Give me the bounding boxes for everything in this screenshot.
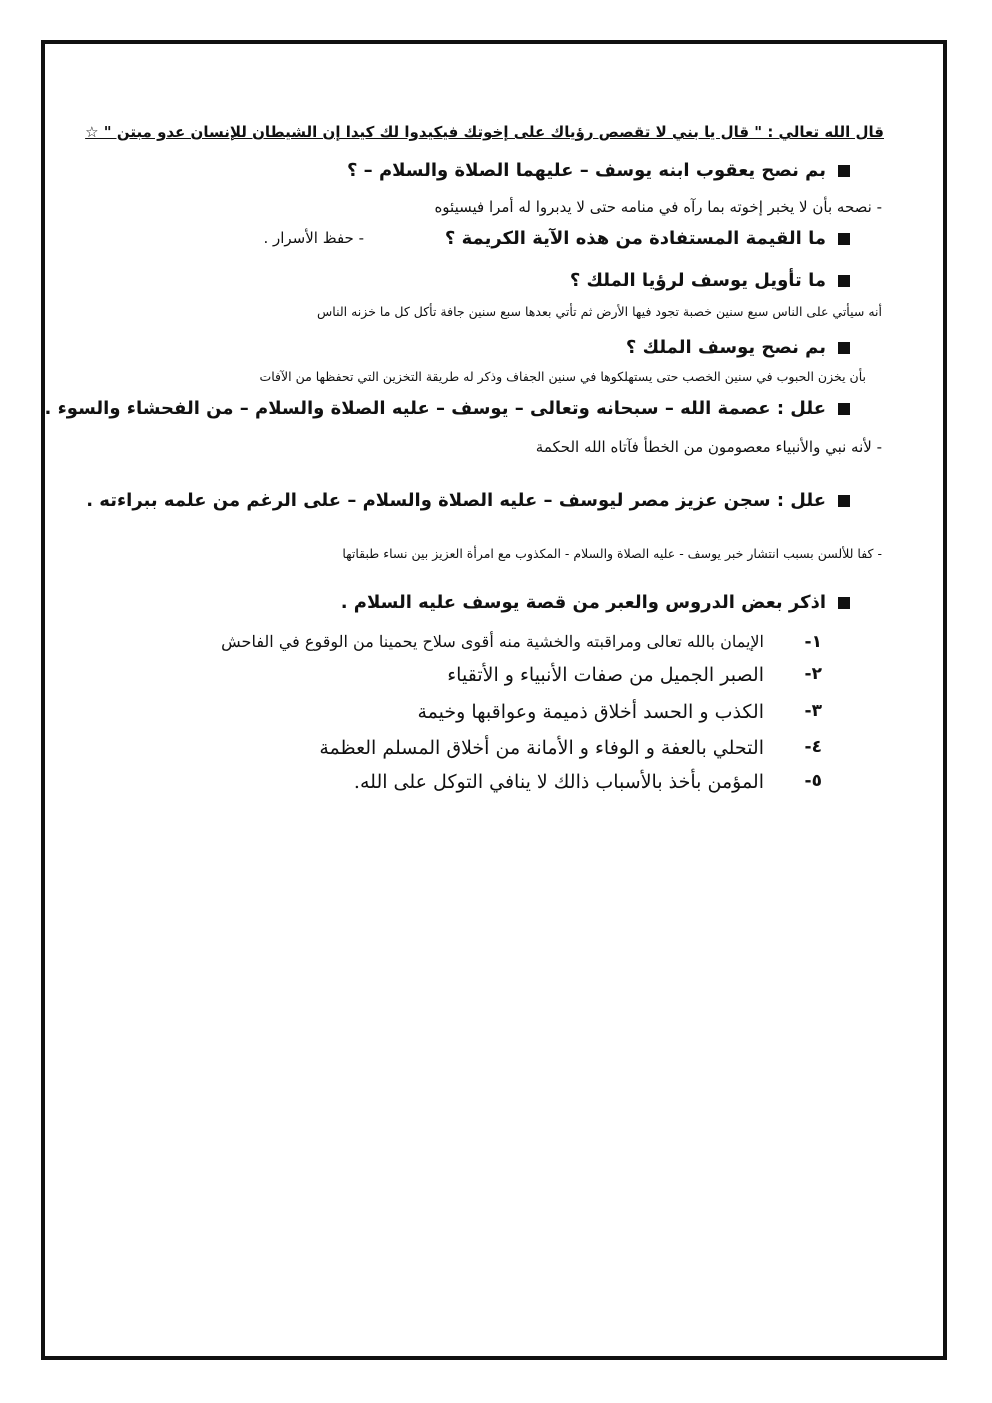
answer-4: بأن يخزن الحبوب في سنين الخصب حتى يستهلكوها في سنين الجفاف وذكر له طريقة التخزين التي تحفظها من الآفات bbox=[259, 369, 866, 384]
answer-5: - لأنه نبي والأنبياء معصومون من الخطأ فآتاه الله الحكمة bbox=[535, 438, 882, 456]
lesson-text: الصبر الجميل من صفات الأنبياء و الأتقياء bbox=[447, 664, 764, 686]
lesson-number: ٤- bbox=[804, 737, 822, 757]
answer-6: - كفا للألسن بسبب انتشار خبر يوسف - عليه الصلاة والسلام - المكذوب مع امرأة العزيز بين نساء طبقاتها bbox=[342, 546, 882, 561]
question-2-text: ما القيمة المستفادة من هذه الآية الكريمة ؟ bbox=[444, 228, 826, 249]
answer-3: أنه سيأتي على الناس سبع سنين خصبة تجود فيها الأرض ثم تأتي بعدها سبع سنين جافة تأكل كل ما خزنه الناس bbox=[317, 304, 882, 319]
question-7 bbox=[341, 592, 850, 613]
question-5-text: علل : عصمة الله – سبحانه وتعالى – يوسف – عليه الصلاة والسلام – من الفحشاء والسوء . bbox=[44, 398, 826, 419]
square-bullet-icon bbox=[838, 275, 850, 287]
square-bullet-icon bbox=[838, 495, 850, 507]
lesson-number: ٣- bbox=[804, 701, 822, 721]
question-3 bbox=[570, 270, 850, 291]
lesson-number: ٢- bbox=[804, 664, 822, 684]
answer-1: - نصحه بأن لا يخبر إخوته بما رآه في منامه حتى لا يدبروا له أمرا فيسيئوه bbox=[434, 198, 882, 216]
question-6-text: علل : سجن عزيز مصر ليوسف – عليه الصلاة والسلام – على الرغم من علمه ببراءته . bbox=[86, 490, 826, 511]
lesson-text: الإيمان بالله تعالى ومراقبته والخشية منه أقوى سلاح يحمينا من الوقوع في الفاحش bbox=[221, 632, 764, 651]
question-4 bbox=[626, 337, 850, 358]
lesson-number: ١- bbox=[804, 632, 822, 652]
square-bullet-icon bbox=[838, 233, 850, 245]
square-bullet-icon bbox=[838, 165, 850, 177]
lesson-text: المؤمن بأخذ بالأسباب ذالك لا ينافي التوكل على الله. bbox=[353, 771, 764, 793]
question-6 bbox=[86, 490, 850, 511]
lesson-item bbox=[221, 632, 822, 652]
lesson-item bbox=[319, 737, 822, 759]
question-1 bbox=[347, 160, 850, 181]
question-5 bbox=[44, 398, 850, 419]
lesson-text: الكذب و الحسد أخلاق ذميمة وعواقبها وخيمة bbox=[417, 701, 764, 723]
question-7-text: اذكر بعض الدروس والعبر من قصة يوسف عليه السلام . bbox=[340, 592, 826, 613]
lesson-number: ٥- bbox=[804, 771, 822, 791]
lesson-text: التحلي بالعفة و الوفاء و الأمانة من أخلاق المسلم العظمة bbox=[319, 737, 764, 759]
question-1-text: بم نصح يعقوب ابنه يوسف – عليهما الصلاة والسلام – ؟ bbox=[346, 160, 826, 181]
lesson-item bbox=[447, 664, 822, 686]
square-bullet-icon bbox=[838, 597, 850, 609]
lesson-item bbox=[417, 701, 822, 723]
square-bullet-icon bbox=[838, 342, 850, 354]
square-bullet-icon bbox=[838, 403, 850, 415]
question-3-text: ما تأويل يوسف لرؤيا الملك ؟ bbox=[569, 270, 826, 291]
question-2 bbox=[445, 228, 850, 249]
quran-verse: قال الله تعالي : " قال يا بني لا تقصص رؤياك على إخوتك فيكيدوا لك كيدا إن الشيطان للإنسان عدو مبتن " ☆ bbox=[85, 123, 884, 141]
answer-2: - حفظ الأسرار . bbox=[263, 229, 364, 247]
question-4-text: بم نصح يوسف الملك ؟ bbox=[625, 337, 826, 358]
lesson-item bbox=[354, 771, 822, 793]
